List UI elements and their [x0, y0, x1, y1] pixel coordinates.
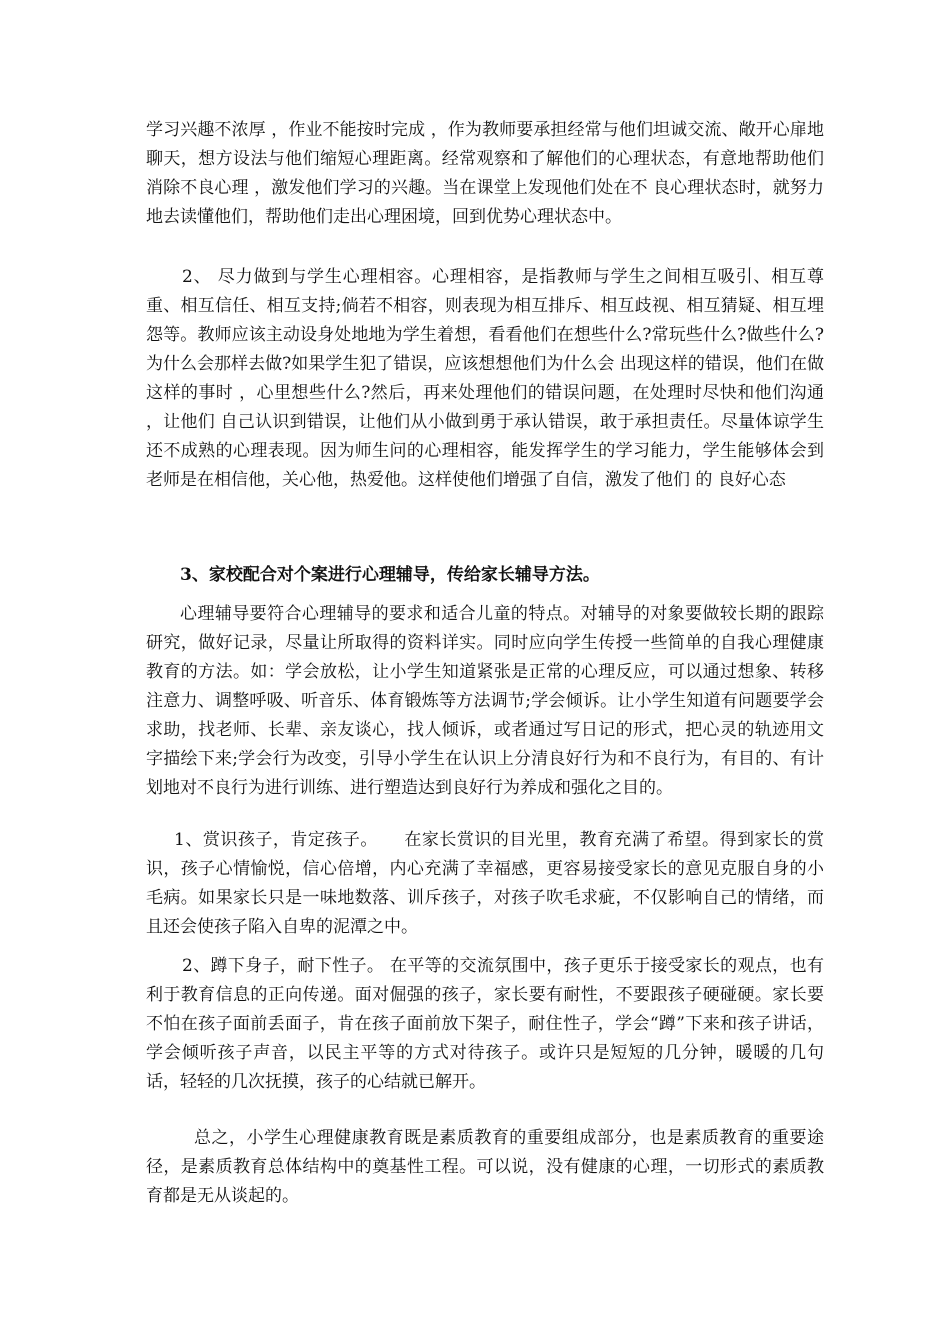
- paragraph-patience-with-children: 2、蹲下身子，耐下性子。 在平等的交流氛围中，孩子更乐于接受家长的观点，也有利于教育信息的正向传递。面对倔强的孩子，家长要有耐性，不要跟孩子硬碰硬。家长要不怕在孩子面前丢面子，肯在孩子面前放下架子，耐住性子，学会“蹲”下来和孩子讲话，学会倾听孩子声音，以民主平等的方式对待孩子。或许只是短短的几分钟，暖暖的几句话，轻轻的几次抚摸，孩子的心结就已解开。: [146, 956, 824, 1092]
- section-heading-home-school: 3、家校配合对个案进行心理辅导，传给家长辅导方法。: [180, 565, 600, 585]
- paragraph-teacher-communication: 学习兴趣不浓厚 ，作业不能按时完成 ，作为教师要承担经常与他们坦诚交流、敞开心扉地聊天，想方设法与他们缩短心理距离。经常观察和了解他们的心理状态，有意地帮助他们消除不良心理 ，激发他们学习的兴趣。当在课堂上发现他们处在不 良心理状态时，就努力地去读懂他们，帮助他们走出心理困境，回到优势心理状态中。: [146, 120, 824, 227]
- paragraph-counseling-methods: 心理辅导要符合心理辅导的要求和适合儿童的特点。对辅导的对象要做较长期的跟踪研究，做好记录，尽量让所取得的资料详实。同时应向学生传授一些简单的自我心理健康教育的方法。如：学会放松，让小学生知道紧张是正常的心理反应，可以通过想象、转移注意力、调整呼吸、听音乐、体育锻炼等方法调节;学会倾诉。让小学生知道有问题要学会求助，找老师、长辈、亲友谈心，找人倾诉，或者通过写日记的形式，把心灵的轨迹用文字描绘下来;学会行为改变，引导小学生在认识上分清良好行为和不良行为，有目的、有计划地对不良行为进行训练、进行塑造达到良好行为养成和强化之目的。: [146, 604, 824, 798]
- paragraph-psychological-compatibility: 2、 尽力做到与学生心理相容。心理相容，是指教师与学生之间相互吸引、相互尊重、相互信任、相互支持;倘若不相容，则表现为相互排斥、相互歧视、相互猜疑、相互埋怨等。教师应该主动设身处地地为学生着想，看看他们在想些什么?常玩些什么?做些什么?为什么会那样去做?如果学生犯了错误，应该想想他们为什么会 出现这样的错误，他们在做这样的事时 ，心里想些什么?然后，再来处理他们的错误问题，在处理时尽快和他们沟通 ，让他们 自己认识到错误，让他们从小做到勇于承认错误，敢于承担责任。尽量体谅学生还不成熟的心理表现。因为师生问的心理相容，能发挥学生的学习能力，学生能够体会到老师是在相信他，关心他，热爱他。这样使他们增强了自信，激发了他们 的 良好心态: [146, 267, 824, 490]
- paragraph-conclusion: 总之，小学生心理健康教育既是素质教育的重要组成部分，也是素质教育的重要途径，是素质教育总体结构中的奠基性工程。可以说，没有健康的心理，一切形式的素质教育都是无从谈起的。: [146, 1128, 824, 1206]
- paragraph-appreciate-children: 1、赏识孩子，肯定孩子。 在家长赏识的目光里，教育充满了希望。得到家长的赏识，孩子心情愉悦，信心倍增，内心充满了幸福感，更容易接受家长的意见克服自身的小毛病。如果家长只是一味地数落、训斥孩子，对孩子吹毛求疵，不仅影响自己的情绪，而且还会使孩子陷入自卑的泥潭之中。: [146, 830, 824, 937]
